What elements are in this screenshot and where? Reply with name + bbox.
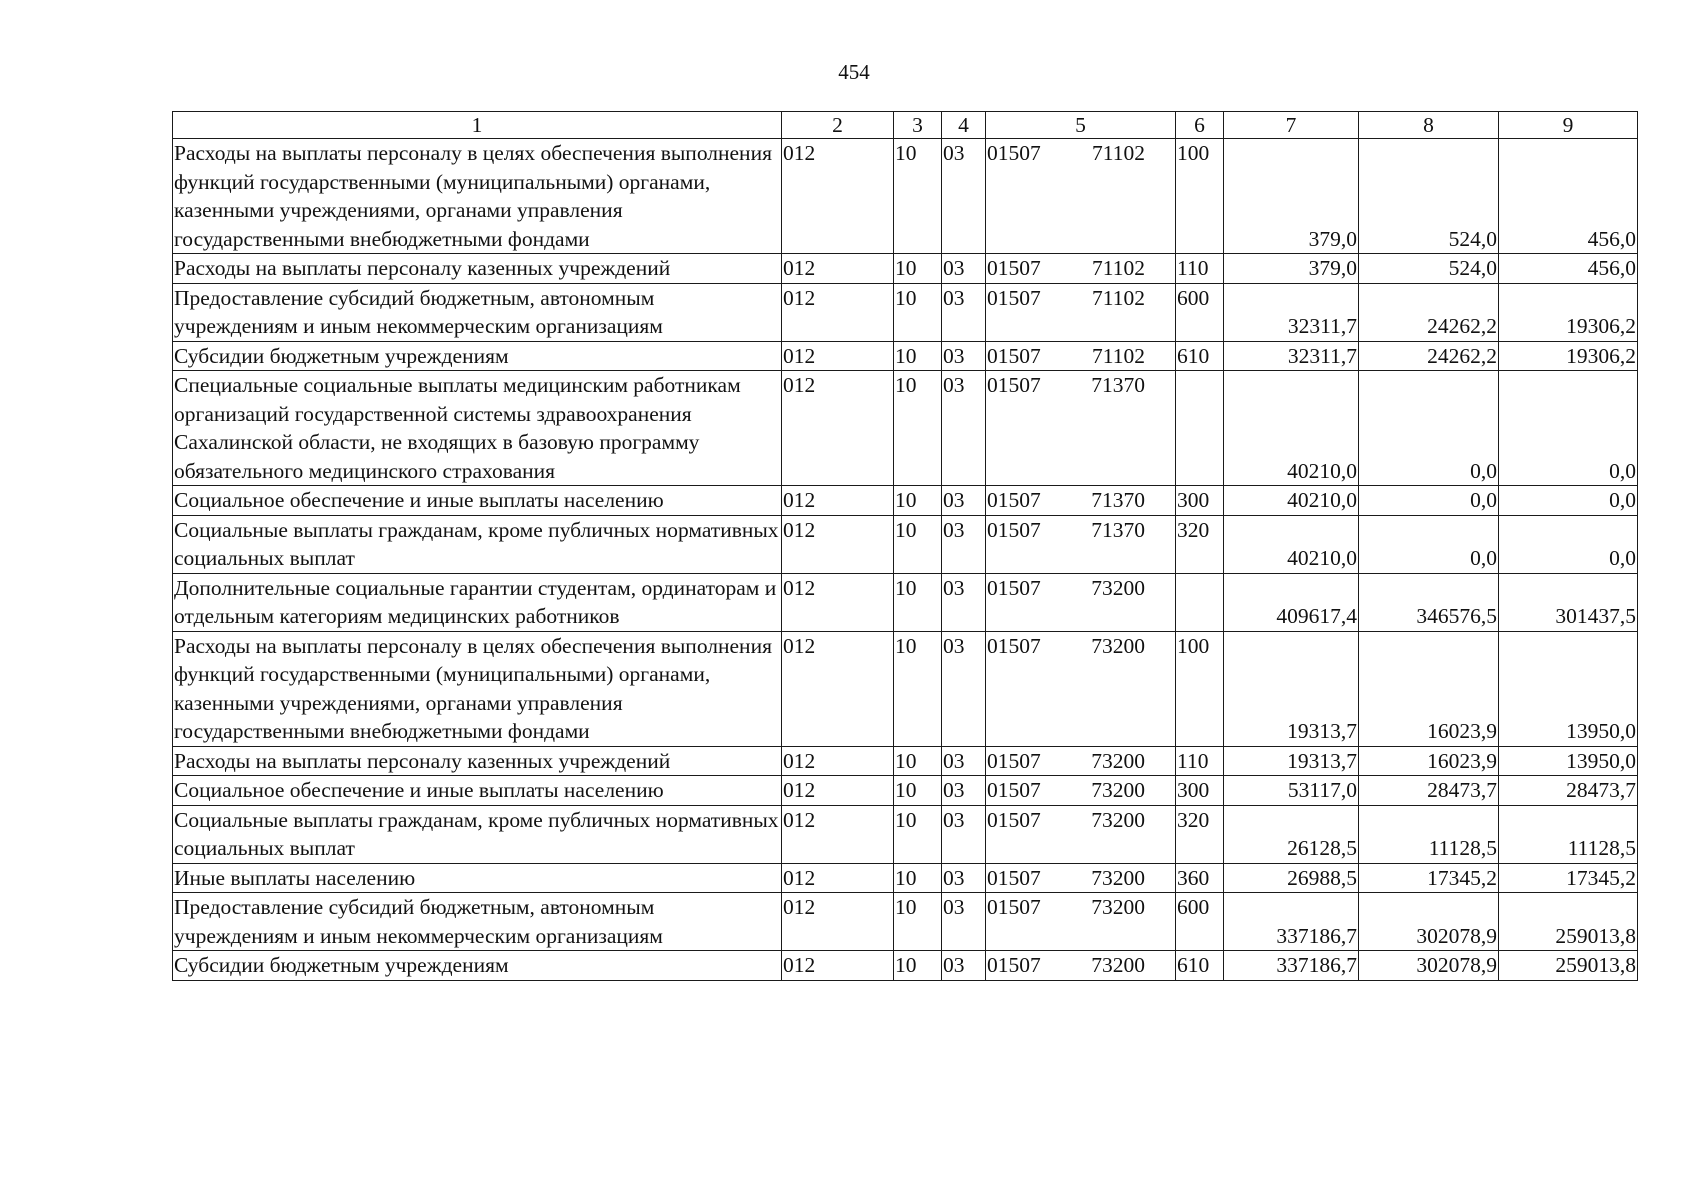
item-name: Расходы на выплаты персоналу в целях обеспечения выполнения функций государственными (муниципальными) органами, казенными учреждениями, органами управления государственными внебюджетными фондами xyxy=(173,139,782,254)
grbs-code: 012 xyxy=(782,371,894,486)
header-row xyxy=(173,112,1638,139)
subsection-code: 03 xyxy=(942,573,986,631)
program-code: 01507 xyxy=(987,953,1041,977)
item-name: Социальное обеспечение и иные выплаты населению xyxy=(173,486,782,516)
amount-col-9: 17345,2 xyxy=(1499,863,1638,893)
table-row xyxy=(173,283,1638,341)
program-code: 01507 xyxy=(987,517,1041,542)
amount-col-7: 32311,7 xyxy=(1224,341,1359,371)
table-row xyxy=(173,139,1638,254)
amount-col-9: 259013,8 xyxy=(1499,951,1638,981)
amount-col-9: 13950,0 xyxy=(1499,746,1638,776)
target-article-code xyxy=(986,893,1176,951)
section-code: 10 xyxy=(894,139,942,254)
table-row xyxy=(173,515,1638,573)
direction-code: 71370 xyxy=(1091,517,1145,542)
amount-col-8: 524,0 xyxy=(1359,139,1499,254)
section-code: 10 xyxy=(894,515,942,573)
subsection-code: 03 xyxy=(942,746,986,776)
amount-col-7: 19313,7 xyxy=(1224,746,1359,776)
subsection-code: 03 xyxy=(942,776,986,806)
item-name: Субсидии бюджетным учреждениям xyxy=(173,951,782,981)
amount-col-8: 16023,9 xyxy=(1359,631,1499,746)
amount-col-9: 11128,5 xyxy=(1499,805,1638,863)
expense-type-code: 610 xyxy=(1176,951,1224,981)
table-row xyxy=(173,863,1638,893)
expense-type-code: 610 xyxy=(1176,341,1224,371)
amount-col-9: 456,0 xyxy=(1499,139,1638,254)
direction-code: 73200 xyxy=(1091,953,1145,977)
amount-col-9: 0,0 xyxy=(1499,486,1638,516)
amount-col-8: 524,0 xyxy=(1359,254,1499,284)
subsection-code: 03 xyxy=(942,515,986,573)
program-code: 01507 xyxy=(987,748,1041,773)
table-row xyxy=(173,805,1638,863)
program-code: 01507 xyxy=(987,343,1041,368)
expense-type-code: 600 xyxy=(1176,893,1224,951)
amount-col-8: 11128,5 xyxy=(1359,805,1499,863)
subsection-code: 03 xyxy=(942,371,986,486)
table-row xyxy=(173,951,1638,981)
column-header-3: 3 xyxy=(894,112,942,139)
table-body xyxy=(173,112,1638,981)
target-article-code xyxy=(986,573,1176,631)
item-name: Предоставление субсидий бюджетным, автономным учреждениям и иным некоммерческим организациям xyxy=(173,893,782,951)
column-header-8: 8 xyxy=(1359,112,1499,139)
table-row xyxy=(173,631,1638,746)
expense-type-code: 360 xyxy=(1176,863,1224,893)
subsection-code: 03 xyxy=(942,139,986,254)
program-code: 01507 xyxy=(987,575,1041,600)
amount-col-9: 19306,2 xyxy=(1499,341,1638,371)
amount-col-8: 0,0 xyxy=(1359,371,1499,486)
amount-col-8: 0,0 xyxy=(1359,486,1499,516)
amount-col-7: 337186,7 xyxy=(1224,951,1359,981)
amount-col-8: 16023,9 xyxy=(1359,746,1499,776)
grbs-code: 012 xyxy=(782,746,894,776)
amount-col-8: 24262,2 xyxy=(1359,283,1499,341)
target-article-code xyxy=(986,486,1176,516)
subsection-code: 03 xyxy=(942,863,986,893)
item-name: Расходы на выплаты персоналу казенных учреждений xyxy=(173,746,782,776)
program-code: 01507 xyxy=(987,865,1041,890)
amount-col-7: 53117,0 xyxy=(1224,776,1359,806)
expense-type-code xyxy=(1176,371,1224,486)
amount-col-8: 302078,9 xyxy=(1359,893,1499,951)
grbs-code: 012 xyxy=(782,805,894,863)
table-row xyxy=(173,746,1638,776)
program-code: 01507 xyxy=(987,895,1041,919)
grbs-code: 012 xyxy=(782,893,894,951)
subsection-code: 03 xyxy=(942,254,986,284)
table-row xyxy=(173,486,1638,516)
subsection-code: 03 xyxy=(942,951,986,981)
subsection-code: 03 xyxy=(942,341,986,371)
subsection-code: 03 xyxy=(942,805,986,863)
direction-code: 73200 xyxy=(1091,575,1145,600)
item-name: Дополнительные социальные гарантии студентам, ординаторам и отдельным категориям медицинских работников xyxy=(173,573,782,631)
target-article-code xyxy=(986,283,1176,341)
table-row xyxy=(173,893,1638,951)
amount-col-7: 32311,7 xyxy=(1224,283,1359,341)
grbs-code: 012 xyxy=(782,515,894,573)
amount-col-9: 0,0 xyxy=(1499,371,1638,486)
amount-col-9: 456,0 xyxy=(1499,254,1638,284)
table-row xyxy=(173,254,1638,284)
section-code: 10 xyxy=(894,776,942,806)
column-header-7: 7 xyxy=(1224,112,1359,139)
amount-col-7: 26128,5 xyxy=(1224,805,1359,863)
amount-col-9: 0,0 xyxy=(1499,515,1638,573)
direction-code: 73200 xyxy=(1091,633,1145,658)
amount-col-7: 26988,5 xyxy=(1224,863,1359,893)
column-header-2: 2 xyxy=(782,112,894,139)
amount-col-7: 379,0 xyxy=(1224,254,1359,284)
target-article-code xyxy=(986,371,1176,486)
item-name: Субсидии бюджетным учреждениям xyxy=(173,341,782,371)
item-name: Специальные социальные выплаты медицинским работникам организаций государственной системы здравоохранения Сахалинской области, не входящих в базовую программу обязательного медицинского страхования xyxy=(173,371,782,486)
subsection-code: 03 xyxy=(942,631,986,746)
section-code: 10 xyxy=(894,283,942,341)
grbs-code: 012 xyxy=(782,139,894,254)
grbs-code: 012 xyxy=(782,486,894,516)
direction-code: 73200 xyxy=(1091,895,1145,919)
column-header-9: 9 xyxy=(1499,112,1638,139)
column-header-4: 4 xyxy=(942,112,986,139)
grbs-code: 012 xyxy=(782,863,894,893)
target-article-code xyxy=(986,776,1176,806)
column-header-6: 6 xyxy=(1176,112,1224,139)
amount-col-9: 19306,2 xyxy=(1499,283,1638,341)
amount-col-7: 19313,7 xyxy=(1224,631,1359,746)
section-code: 10 xyxy=(894,631,942,746)
target-article-code xyxy=(986,631,1176,746)
target-article-code xyxy=(986,341,1176,371)
column-header-1: 1 xyxy=(173,112,782,139)
direction-code: 71370 xyxy=(1091,488,1145,512)
section-code: 10 xyxy=(894,863,942,893)
subsection-code: 03 xyxy=(942,893,986,951)
page-number: 454 xyxy=(838,60,870,84)
expense-type-code: 600 xyxy=(1176,283,1224,341)
budget-table xyxy=(172,111,1638,981)
direction-code: 73200 xyxy=(1091,748,1145,773)
grbs-code: 012 xyxy=(782,254,894,284)
target-article-code xyxy=(986,515,1176,573)
grbs-code: 012 xyxy=(782,341,894,371)
section-code: 10 xyxy=(894,805,942,863)
amount-col-8: 346576,5 xyxy=(1359,573,1499,631)
grbs-code: 012 xyxy=(782,283,894,341)
expense-type-code: 110 xyxy=(1176,746,1224,776)
grbs-code: 012 xyxy=(782,573,894,631)
direction-code: 71370 xyxy=(1091,373,1145,397)
item-name: Иные выплаты населению xyxy=(173,863,782,893)
section-code: 10 xyxy=(894,746,942,776)
expense-type-code: 320 xyxy=(1176,805,1224,863)
program-code: 01507 xyxy=(987,488,1041,512)
item-name: Социальные выплаты гражданам, кроме публичных нормативных социальных выплат xyxy=(173,805,782,863)
amount-col-8: 0,0 xyxy=(1359,515,1499,573)
item-name: Предоставление субсидий бюджетным, автономным учреждениям и иным некоммерческим организациям xyxy=(173,283,782,341)
amount-col-9: 28473,7 xyxy=(1499,776,1638,806)
target-article-code xyxy=(986,746,1176,776)
item-name: Расходы на выплаты персоналу казенных учреждений xyxy=(173,254,782,284)
section-code: 10 xyxy=(894,573,942,631)
direction-code: 71102 xyxy=(1092,256,1145,280)
amount-col-9: 13950,0 xyxy=(1499,631,1638,746)
item-name: Социальное обеспечение и иные выплаты населению xyxy=(173,776,782,806)
table-row xyxy=(173,573,1638,631)
amount-col-7: 337186,7 xyxy=(1224,893,1359,951)
amount-col-7: 409617,4 xyxy=(1224,573,1359,631)
grbs-code: 012 xyxy=(782,776,894,806)
amount-col-8: 24262,2 xyxy=(1359,341,1499,371)
target-article-code xyxy=(986,863,1176,893)
program-code: 01507 xyxy=(987,633,1041,658)
expense-type-code: 110 xyxy=(1176,254,1224,284)
amount-col-7: 40210,0 xyxy=(1224,486,1359,516)
expense-type-code: 100 xyxy=(1176,631,1224,746)
direction-code: 73200 xyxy=(1091,807,1145,832)
expense-type-code: 300 xyxy=(1176,486,1224,516)
section-code: 10 xyxy=(894,893,942,951)
expense-type-code: 100 xyxy=(1176,139,1224,254)
target-article-code xyxy=(986,805,1176,863)
program-code: 01507 xyxy=(987,373,1041,397)
direction-code: 73200 xyxy=(1091,865,1145,890)
table-row xyxy=(173,371,1638,486)
program-code: 01507 xyxy=(987,256,1041,280)
subsection-code: 03 xyxy=(942,486,986,516)
amount-col-7: 379,0 xyxy=(1224,139,1359,254)
column-header-5: 5 xyxy=(986,112,1176,139)
section-code: 10 xyxy=(894,486,942,516)
section-code: 10 xyxy=(894,254,942,284)
program-code: 01507 xyxy=(987,778,1041,802)
amount-col-9: 259013,8 xyxy=(1499,893,1638,951)
section-code: 10 xyxy=(894,951,942,981)
grbs-code: 012 xyxy=(782,951,894,981)
program-code: 01507 xyxy=(987,141,1041,165)
target-article-code xyxy=(986,139,1176,254)
table-row xyxy=(173,341,1638,371)
target-article-code xyxy=(986,951,1176,981)
item-name: Социальные выплаты гражданам, кроме публичных нормативных социальных выплат xyxy=(173,515,782,573)
direction-code: 71102 xyxy=(1092,141,1145,165)
amount-col-7: 40210,0 xyxy=(1224,515,1359,573)
amount-col-8: 302078,9 xyxy=(1359,951,1499,981)
amount-col-8: 17345,2 xyxy=(1359,863,1499,893)
subsection-code: 03 xyxy=(942,283,986,341)
expense-type-code: 320 xyxy=(1176,515,1224,573)
amount-col-7: 40210,0 xyxy=(1224,371,1359,486)
direction-code: 71102 xyxy=(1092,343,1145,368)
program-code: 01507 xyxy=(987,807,1041,832)
amount-col-9: 301437,5 xyxy=(1499,573,1638,631)
section-code: 10 xyxy=(894,371,942,486)
program-code: 01507 xyxy=(987,285,1041,310)
direction-code: 73200 xyxy=(1091,778,1145,802)
item-name: Расходы на выплаты персоналу в целях обеспечения выполнения функций государственными (муниципальными) органами, казенными учреждениями, органами управления государственными внебюджетными фондами xyxy=(173,631,782,746)
expense-type-code xyxy=(1176,573,1224,631)
direction-code: 71102 xyxy=(1092,285,1145,310)
section-code: 10 xyxy=(894,341,942,371)
expense-type-code: 300 xyxy=(1176,776,1224,806)
target-article-code xyxy=(986,254,1176,284)
grbs-code: 012 xyxy=(782,631,894,746)
amount-col-8: 28473,7 xyxy=(1359,776,1499,806)
table-row xyxy=(173,776,1638,806)
